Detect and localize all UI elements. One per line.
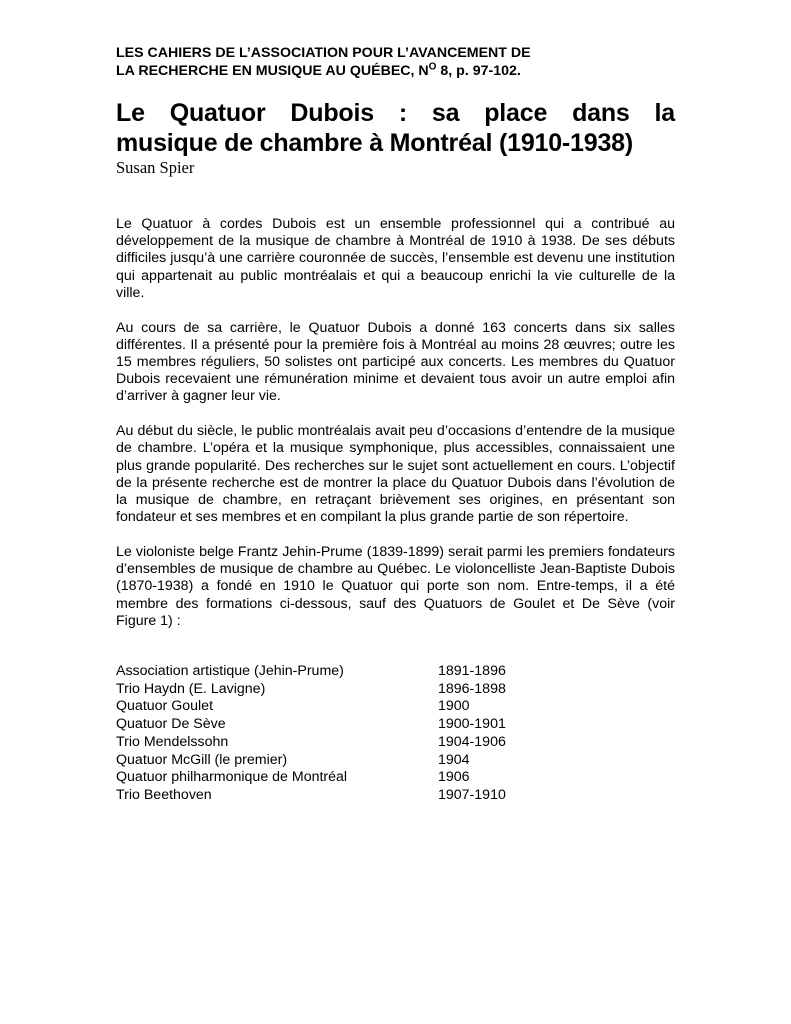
paragraph-4: Le violoniste belge Frantz Jehin-Prume (1839-1899) serait parmi les premiers fondateurs d’ensembles de musique de chambre au Québec. Le violoncelliste Jean-Baptiste Dubois (1870-1938) a fondé en 1910 le Quatuor qui porte son nom. Entre-temps, il a été membre des formations ci-dessous, sauf des Quatuors de Goulet et De Sève (voir Figure 1) : xyxy=(116,544,675,629)
ensemble-name: Trio Beethoven xyxy=(116,786,212,803)
ensemble-years: 1904-1906 xyxy=(438,733,506,750)
journal-header xyxy=(116,44,675,80)
article-title xyxy=(116,98,675,158)
ensemble-row xyxy=(116,734,675,752)
ensemble-years: 1904 xyxy=(438,751,470,768)
ensemble-row xyxy=(116,681,675,699)
document-page xyxy=(116,44,675,805)
ensemble-name: Quatuor De Sève xyxy=(116,716,226,733)
ensemble-row xyxy=(116,752,675,770)
ensemble-row xyxy=(116,663,675,681)
ensemble-years: 1891-1896 xyxy=(438,663,506,680)
article-title-line-1: Le Quatuor Dubois : sa place dans la xyxy=(116,99,675,127)
ensemble-years: 1896-1898 xyxy=(438,680,506,697)
journal-line-1: LES CAHIERS DE L’ASSOCIATION POUR L’AVANCEMENT DE xyxy=(116,45,531,61)
paragraph-3: Au début du siècle, le public montréalais avait peu d’occasions d’entendre de la musique de chambre. L’opéra et la musique symphonique, plus accessibles, connaissaient une plus grande popularité. Des recherches sur le sujet sont actuellement en cours. L’objectif de la présente recherche est de montrer la place du Quatuor Dubois dans l’évolution de la musique de chambre, en retraçant brièvement ses origines, en présentant son fondateur et ses membres et en compilant la plus grande partie de son répertoire. xyxy=(116,423,675,526)
paragraph-1: Le Quatuor à cordes Dubois est un ensemble professionnel qui a contribué au développement de la musique de chambre à Montréal de 1910 à 1938. De ses débuts difficiles jusqu’à une carrière couronnée de succès, l’ensemble est devenu une institution qui appartenait au public montréalais et qui a beaucoup enrichi la vie culturelle de la ville. xyxy=(116,216,675,301)
ensemble-name: Quatuor philharmonique de Montréal xyxy=(116,769,348,786)
ensemble-years: 1906 xyxy=(438,769,470,786)
ensemble-years: 1900 xyxy=(438,698,470,715)
ensemble-years: 1907-1910 xyxy=(438,786,506,803)
ensemble-row xyxy=(116,769,675,787)
ensemble-row xyxy=(116,787,675,805)
journal-number-superscript: O xyxy=(428,61,437,73)
ensemble-name: Trio Haydn (E. Lavigne) xyxy=(116,680,266,697)
journal-line-2-pages: 8, p. 97-102. xyxy=(436,63,521,79)
article-body xyxy=(116,216,675,630)
ensemble-row xyxy=(116,698,675,716)
ensemble-list xyxy=(116,663,675,805)
ensemble-years: 1900-1901 xyxy=(438,716,506,733)
ensemble-name: Quatuor McGill (le premier) xyxy=(116,751,288,768)
ensemble-name: Trio Mendelssohn xyxy=(116,733,229,750)
article-title-line-2: musique de chambre à Montréal (1910-1938) xyxy=(116,129,633,157)
ensemble-row xyxy=(116,716,675,734)
ensemble-name: Association artistique (Jehin-Prume) xyxy=(116,663,344,680)
journal-line-2: LA RECHERCHE EN MUSIQUE AU QUÉBEC, N xyxy=(116,63,429,79)
paragraph-2: Au cours de sa carrière, le Quatuor Dubois a donné 163 concerts dans six salles différentes. Il a présenté pour la première fois à Montréal au moins 28 œuvres; outre les 15 membres réguliers, 50 solistes ont participé aux concerts. Les membres du Quatuor Dubois recevaient une rémunération minime et devaient tous avoir un autre emploi afin d’arriver à gagner leur vie. xyxy=(116,319,675,405)
ensemble-name: Quatuor Goulet xyxy=(116,698,214,715)
article-author: Susan Spier xyxy=(116,158,195,177)
